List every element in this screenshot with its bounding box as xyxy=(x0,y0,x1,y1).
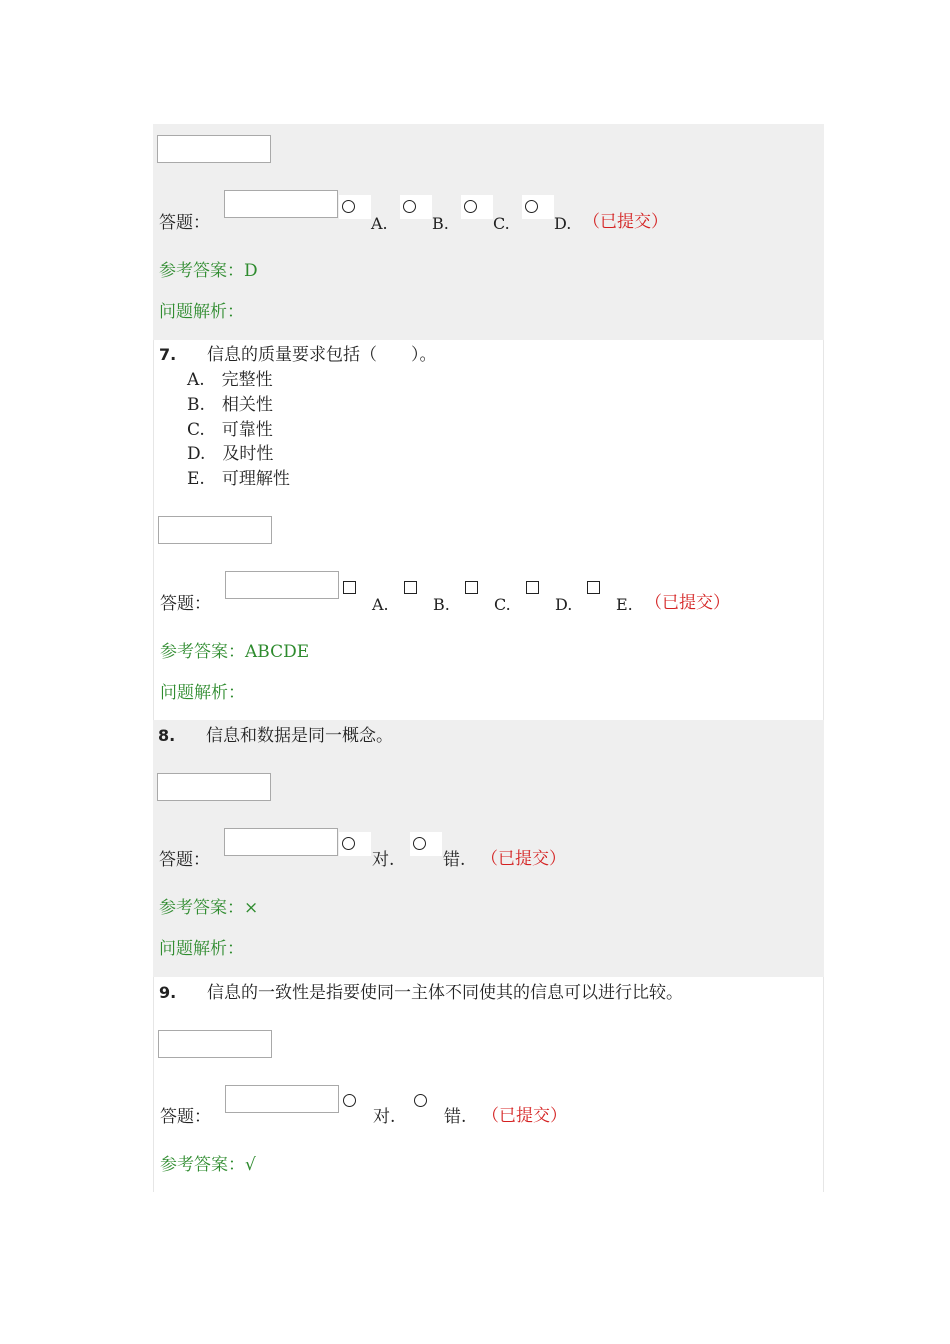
option-label: E. xyxy=(616,595,633,614)
reference-answer-label: 参考答案：× xyxy=(159,898,259,918)
option-a-radio-wrap[interactable] xyxy=(339,195,371,219)
answer-label: 答题： xyxy=(160,1107,211,1127)
option-c-radio-wrap[interactable] xyxy=(461,195,493,219)
score-box[interactable] xyxy=(158,1030,272,1058)
choice-item: E. 可理解性 xyxy=(187,469,290,489)
question-text: 信息的一致性是指要使同一主体不同使其的信息可以进行比较。 xyxy=(207,983,683,1003)
score-box[interactable] xyxy=(158,516,272,544)
radio-icon[interactable] xyxy=(342,200,355,213)
answer-box[interactable] xyxy=(225,1085,339,1113)
option-label: B. xyxy=(433,595,450,614)
question-number: 9. xyxy=(159,983,177,1002)
answer-label: 答题： xyxy=(159,850,210,870)
checkbox-icon[interactable] xyxy=(526,581,539,594)
question-text: 信息和数据是同一概念。 xyxy=(206,726,393,746)
submitted-status: （已提交） xyxy=(583,212,668,232)
answer-box[interactable] xyxy=(224,190,338,218)
submitted-status: （已提交） xyxy=(482,1106,567,1126)
checkbox-icon[interactable] xyxy=(404,581,417,594)
question-number: 7. xyxy=(159,345,177,364)
answer-label: 答题： xyxy=(159,213,210,233)
submitted-status: （已提交） xyxy=(645,593,730,613)
checkbox-icon[interactable] xyxy=(587,581,600,594)
option-label: 错. xyxy=(443,850,466,870)
analysis-label: 问题解析： xyxy=(160,683,245,703)
radio-icon[interactable] xyxy=(464,200,477,213)
answer-box[interactable] xyxy=(225,571,339,599)
option-label: 错. xyxy=(444,1107,467,1127)
option-e-checkbox-wrap[interactable] xyxy=(584,576,616,600)
score-box[interactable] xyxy=(157,135,271,163)
option-label: A. xyxy=(372,595,389,614)
option-c-checkbox-wrap[interactable] xyxy=(462,576,494,600)
question-text: 信息的质量要求包括（ ）。 xyxy=(207,345,437,365)
choice-item: D. 及时性 xyxy=(187,444,274,464)
score-box[interactable] xyxy=(157,773,271,801)
submitted-status: （已提交） xyxy=(481,849,566,869)
option-false-radio-wrap[interactable] xyxy=(411,1089,443,1113)
choice-item: C. 可靠性 xyxy=(187,420,273,440)
option-label: B. xyxy=(432,214,449,233)
choice-item: B. 相关性 xyxy=(187,395,273,415)
option-label: A. xyxy=(371,214,388,233)
option-b-radio-wrap[interactable] xyxy=(400,195,432,219)
option-label: 对. xyxy=(373,1107,396,1127)
reference-answer-label: 参考答案：ABCDE xyxy=(160,642,310,662)
question-8-block xyxy=(153,720,824,977)
analysis-label: 问题解析： xyxy=(159,939,244,959)
quiz-page xyxy=(153,124,824,1192)
question-6-block xyxy=(153,124,824,340)
answer-box[interactable] xyxy=(224,828,338,856)
option-true-radio-wrap[interactable] xyxy=(339,832,371,856)
option-true-radio-wrap[interactable] xyxy=(340,1089,372,1113)
option-label: C. xyxy=(493,214,510,233)
analysis-label: 问题解析： xyxy=(159,302,244,322)
radio-icon[interactable] xyxy=(342,837,355,850)
question-7-block xyxy=(153,340,824,720)
checkbox-icon[interactable] xyxy=(465,581,478,594)
choice-item: A. 完整性 xyxy=(187,370,273,390)
checkbox-icon[interactable] xyxy=(343,581,356,594)
option-false-radio-wrap[interactable] xyxy=(410,832,442,856)
option-label: D. xyxy=(555,595,573,614)
radio-icon[interactable] xyxy=(413,837,426,850)
option-d-radio-wrap[interactable] xyxy=(522,195,554,219)
question-number: 8. xyxy=(158,726,176,745)
answer-label: 答题： xyxy=(160,594,211,614)
option-label: C. xyxy=(494,595,511,614)
reference-answer-label: 参考答案：√ xyxy=(160,1155,256,1175)
radio-icon[interactable] xyxy=(525,200,538,213)
reference-answer-label: 参考答案：D xyxy=(159,261,258,281)
option-b-checkbox-wrap[interactable] xyxy=(401,576,433,600)
option-label: D. xyxy=(554,214,572,233)
radio-icon[interactable] xyxy=(414,1094,427,1107)
option-a-checkbox-wrap[interactable] xyxy=(340,576,372,600)
radio-icon[interactable] xyxy=(403,200,416,213)
radio-icon[interactable] xyxy=(343,1094,356,1107)
question-9-block xyxy=(153,977,824,1192)
option-label: 对. xyxy=(372,850,395,870)
option-d-checkbox-wrap[interactable] xyxy=(523,576,555,600)
